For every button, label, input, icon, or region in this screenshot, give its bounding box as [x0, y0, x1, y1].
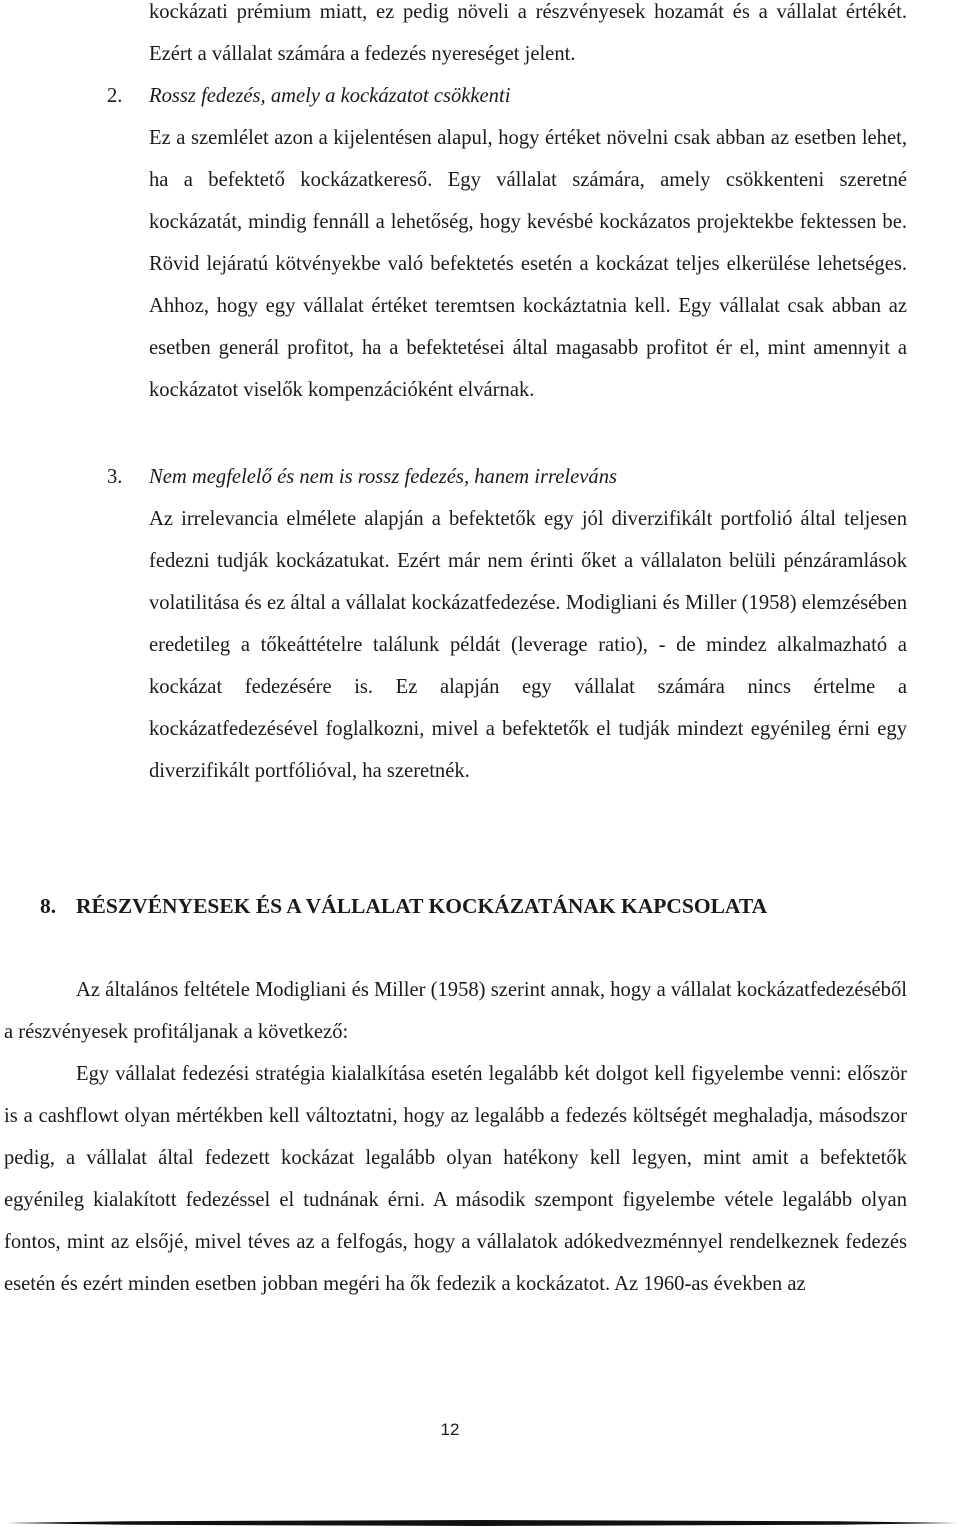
paragraph-text: Az általános feltétele Modigliani és Miller (1958) szerint annak, hogy a vállalat kockázatfedezéséből a részvényesek profitáljanak a következő:: [4, 979, 907, 1043]
paragraph-text: Egy vállalat fedezési stratégia kialalkítása esetén legalább két dolgot kell figyelembe venni: először is a cashflowt olyan mértékben kell változtatni, hogy az legalább a fedezés költségét meghaladja, másodszor pedig, a vállalat által fedezett kockázat legalább olyan hatékony kell legyen, mint amit a befektetők egyénileg kialakított fedezéssel el tudnának érni. A második szempont figyelembe vétele legalább olyan fontos, mint az elsőjé, mivel téves az a felfogás, hogy a vállalatok adókedvezménnyel rendelkeznek fedezés esetén és ezért minden esetben jobban megéri ha ők fedezik a kockázatot. Az 1960-as években az: [4, 1063, 907, 1295]
list-item-3-heading: [107, 456, 907, 498]
paragraph-text: Ez a szemlélet azon a kijelentésen alapul, hogy értéket növelni csak abban az esetben lehet, ha a befektető kockázatkereső. Egy vállalat számára, amely csökkenteni szeretné kockázatát, mindig fennáll a lehetőség, hogy kevésbé kockázatos projektekbe fektessen be. Rövid lejáratú kötvényekbe való befektetés esetén a kockázat teljes elkerülése lehetséges. Ahhoz, hogy egy vállalat értéket teremtsen kockáztatnia kell. Egy vállalat csak abban az esetben generál profitot, ha a befektetései által magasabb profitot ér el, mint amennyit a kockázatot viselők kompenzációként elvárnak.: [149, 127, 907, 401]
list-number: 2.: [107, 85, 123, 107]
continuation-paragraph: [149, 0, 907, 75]
chapter-heading: [40, 886, 767, 926]
chapter-number: 8.: [40, 894, 57, 918]
list-item-heading: Nem megfelelő és nem is rossz fedezés, hanem irreleváns: [149, 466, 618, 488]
footer-rule: [6, 1520, 958, 1526]
body-paragraph-2: [4, 1053, 907, 1305]
list-item-2-heading: [107, 75, 907, 117]
paragraph-text: kockázati prémium miatt, ez pedig növeli a részvényesek hozamát és a vállalat értékét. Ezért a vállalat számára a fedezés nyereséget jelent.: [149, 1, 907, 65]
list-item-3-body: [149, 498, 907, 792]
list-item-heading: Rossz fedezés, amely a kockázatot csökkenti: [149, 85, 511, 107]
paragraph-text: Az irrelevancia elmélete alapján a befektetők egy jól diverzifikált portfolió által teljesen fedezni tudják kockázatukat. Ezért már nem érinti őket a vállalaton belüli pénzáramlások volatilitása és ez által a vállalat kockázatfedezése. Modigliani és Miller (1958) elemzésében eredetileg a tőkeáttételre találunk példát (leverage ratio), - de mindez alkalmazható a kockázat fedezésére is. Ez alapján egy vállalat számára nincs értelme a kockázatfedezésével foglalkozni, mivel a befektetők el tudják mindezt egyénileg érni egy diverzifikált portfólióval, ha szeretnék.: [149, 508, 907, 782]
list-number: 3.: [107, 466, 123, 488]
page-number: 12: [440, 1420, 460, 1439]
list-item-2-body: [149, 117, 907, 411]
chapter-title: RÉSZVÉNYESEK ÉS A VÁLLALAT KOCKÁZATÁNAK KAPCSOLATA: [76, 894, 768, 918]
body-paragraph-1: [4, 969, 907, 1053]
